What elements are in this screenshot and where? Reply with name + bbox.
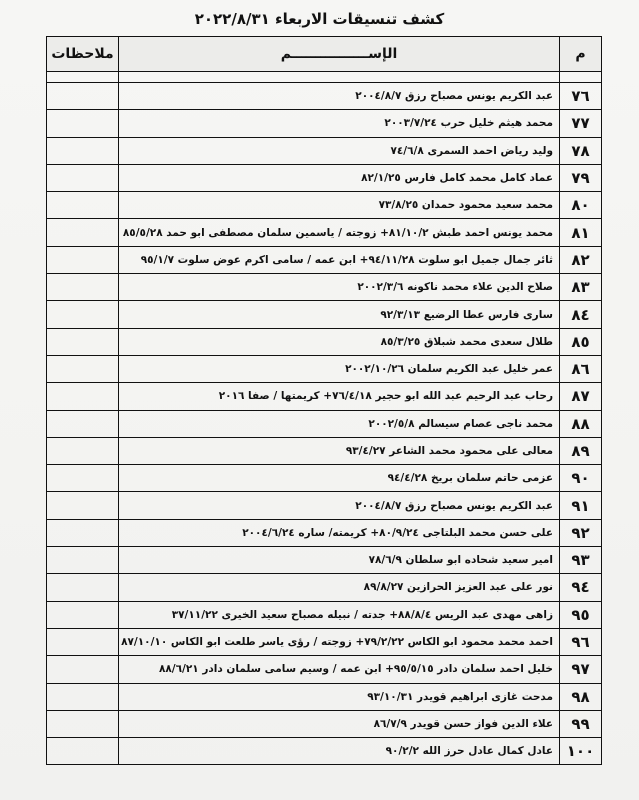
row-number: ٩٨	[560, 683, 602, 710]
table-row	[47, 246, 602, 273]
row-name: معالى على محمود محمد الشاعر ٩٣/٤/٢٧	[119, 437, 560, 464]
row-name: رحاب عبد الرحيم عبد الله ابو حجير ٧٦/٤/١٨+ كريمتها / صفا ٢٠١٦	[119, 383, 560, 410]
row-name: طلال سعدى محمد شبلاق ٨٥/٣/٢٥	[119, 328, 560, 355]
row-notes	[47, 383, 119, 410]
row-number: ٨١	[560, 219, 602, 246]
table-row	[47, 164, 602, 191]
row-name: عادل كمال عادل حرز الله ٩٠/٢/٢	[119, 738, 560, 765]
row-notes	[47, 574, 119, 601]
row-number: ٩٧	[560, 656, 602, 683]
row-name: علاء الدين فواز حسن قويدر ٨٦/٧/٩	[119, 710, 560, 737]
column-header-name: الإســــــــــــــــم	[119, 37, 560, 72]
row-name: سارى فارس عطا الرضيع ٩٢/٣/١٣	[119, 301, 560, 328]
row-notes	[47, 301, 119, 328]
row-number: ٨٣	[560, 274, 602, 301]
row-name: عماد كامل محمد كامل فارس ٨٢/١/٢٥	[119, 164, 560, 191]
table-row	[47, 601, 602, 628]
names-table	[46, 36, 602, 765]
table-row	[47, 137, 602, 164]
row-notes	[47, 710, 119, 737]
row-number: ٩٥	[560, 601, 602, 628]
row-notes	[47, 246, 119, 273]
table-row	[47, 192, 602, 219]
row-name: وليد رياض احمد السمرى ٧٤/٦/٨	[119, 137, 560, 164]
row-number: ٩٩	[560, 710, 602, 737]
row-name: عبد الكريم يونس مصباح رزق ٢٠٠٤/٨/٧	[119, 83, 560, 110]
row-number: ٩٣	[560, 547, 602, 574]
row-number: ٨٨	[560, 410, 602, 437]
row-notes	[47, 547, 119, 574]
table-row	[47, 492, 602, 519]
row-notes	[47, 465, 119, 492]
row-name: مدحت غازى ابراهيم قويدر ٩٣/١٠/٣١	[119, 683, 560, 710]
row-number: ٨٤	[560, 301, 602, 328]
row-notes	[47, 628, 119, 655]
row-name: محمد سعيد محمود حمدان ٧٣/٨/٢٥	[119, 192, 560, 219]
table-row	[47, 656, 602, 683]
row-number: ١٠٠	[560, 738, 602, 765]
row-name: امير سعيد شحاده ابو سلطان ٧٨/٦/٩	[119, 547, 560, 574]
table-row	[47, 83, 602, 110]
row-name: محمد يونس احمد طبش ٨١/١٠/٢+ زوجته / ياسمين سلمان مصطفى ابو حمد ٨٥/٥/٢٨	[119, 219, 560, 246]
table-row	[47, 437, 602, 464]
row-notes	[47, 437, 119, 464]
table-row	[47, 219, 602, 246]
row-notes	[47, 601, 119, 628]
row-notes	[47, 355, 119, 382]
row-notes	[47, 219, 119, 246]
row-name: محمد هيثم خليل حرب ٢٠٠٣/٧/٢٤	[119, 110, 560, 137]
row-name: محمد ناجى عصام سيسالم ٢٠٠٢/٥/٨	[119, 410, 560, 437]
row-name: احمد محمد محمود ابو الكاس ٧٩/٢/٢٢+ زوجته / رؤى ياسر طلعت ابو الكاس ٨٧/١٠/١٠	[119, 628, 560, 655]
table-row	[47, 110, 602, 137]
row-number: ٨٧	[560, 383, 602, 410]
row-number: ٩١	[560, 492, 602, 519]
spacer-row	[47, 72, 602, 83]
table-header-row	[47, 37, 602, 72]
row-notes	[47, 83, 119, 110]
table-row	[47, 547, 602, 574]
row-number: ٩٢	[560, 519, 602, 546]
row-number: ٨٦	[560, 355, 602, 382]
row-number: ٩٤	[560, 574, 602, 601]
row-notes	[47, 410, 119, 437]
row-number: ٧٧	[560, 110, 602, 137]
row-notes	[47, 519, 119, 546]
table-row	[47, 574, 602, 601]
row-number: ٨٩	[560, 437, 602, 464]
row-number: ٨٥	[560, 328, 602, 355]
row-number: ٨٢	[560, 246, 602, 273]
row-name: عمر خليل عبد الكريم سلمان ٢٠٠٢/١٠/٢٦	[119, 355, 560, 382]
page-title: كشف تنسيقات الاربعاء ٢٠٢٢/٨/٣١	[194, 10, 445, 28]
table-row	[47, 465, 602, 492]
row-name: على حسن محمد البلتاجى ٨٠/٩/٢٤+ كريمته/ ساره ٢٠٠٤/٦/٢٤	[119, 519, 560, 546]
row-name: خليل احمد سلمان دادر ٩٥/٥/١٥+ ابن عمه / وسيم سامى سلمان دادر ٨٨/٦/٢١	[119, 656, 560, 683]
table-row	[47, 383, 602, 410]
row-notes	[47, 738, 119, 765]
row-number: ٧٦	[560, 83, 602, 110]
table-row	[47, 301, 602, 328]
table-row	[47, 328, 602, 355]
column-header-notes: ملاحظات	[47, 37, 119, 72]
row-notes	[47, 328, 119, 355]
table-row	[47, 410, 602, 437]
row-notes	[47, 110, 119, 137]
row-name: ثائر جمال جميل ابو سلوت ٩٤/١١/٢٨+ ابن عمه / سامى اكرم عوض سلوت ٩٥/١/٧	[119, 246, 560, 273]
row-number: ٩٦	[560, 628, 602, 655]
row-name: عزمى حاتم سلمان بريخ ٩٤/٤/٢٨	[119, 465, 560, 492]
table-row	[47, 683, 602, 710]
row-number: ٧٨	[560, 137, 602, 164]
row-notes	[47, 137, 119, 164]
row-notes	[47, 164, 119, 191]
row-notes	[47, 274, 119, 301]
row-name: نور على عبد العزيز الحرازين ٨٩/٨/٢٧	[119, 574, 560, 601]
column-header-number: م	[560, 37, 602, 72]
table-row	[47, 355, 602, 382]
row-name: صلاح الدين علاء محمد ناكونه ٢٠٠٢/٣/٦	[119, 274, 560, 301]
table-row	[47, 628, 602, 655]
row-notes	[47, 656, 119, 683]
table-row	[47, 274, 602, 301]
row-notes	[47, 683, 119, 710]
table-row	[47, 738, 602, 765]
table-row	[47, 710, 602, 737]
row-number: ٧٩	[560, 164, 602, 191]
row-name: عبد الكريم يونس مصباح رزق ٢٠٠٤/٨/٧	[119, 492, 560, 519]
row-name: زاهى مهدى عبد الريس ٨٨/٨/٤+ جدته / نبيله مصباح سعيد الخيرى ٣٧/١١/٢٢	[119, 601, 560, 628]
row-number: ٩٠	[560, 465, 602, 492]
row-number: ٨٠	[560, 192, 602, 219]
row-notes	[47, 192, 119, 219]
table-row	[47, 519, 602, 546]
row-notes	[47, 492, 119, 519]
